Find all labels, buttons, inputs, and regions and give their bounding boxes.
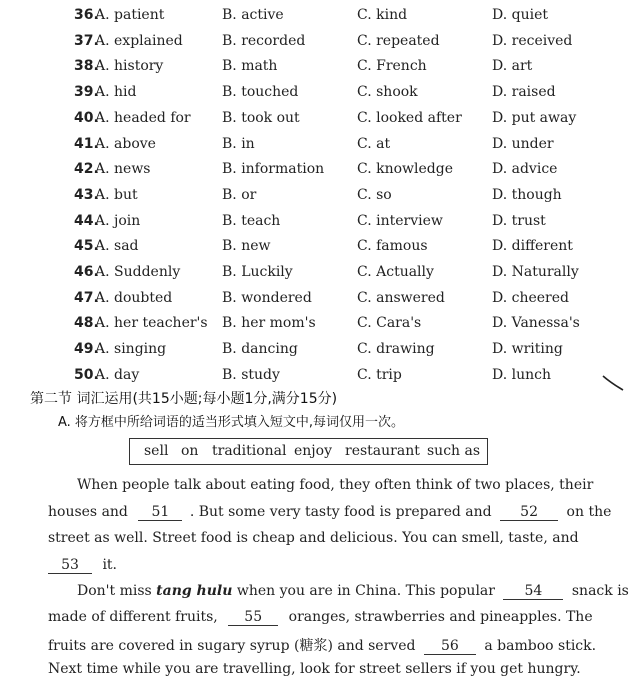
passage-text: fruits are covered in sugary syrup (糖浆) and served xyxy=(48,638,416,654)
option-a[interactable]: A. above xyxy=(95,135,156,152)
question-number: 45. xyxy=(74,238,99,255)
passage-line xyxy=(48,530,579,552)
passage-line xyxy=(48,557,117,579)
passage-line xyxy=(77,583,629,605)
pen-tick-mark xyxy=(601,374,627,392)
option-a[interactable]: A. but xyxy=(95,186,138,203)
option-a[interactable]: A. patient xyxy=(95,7,165,23)
option-b[interactable]: B. in xyxy=(222,135,255,152)
word-bank-item: such as xyxy=(427,443,481,459)
question-number: 42. xyxy=(74,161,99,178)
question-row xyxy=(0,58,640,80)
option-b[interactable]: B. wondered xyxy=(222,289,312,306)
word-bank xyxy=(129,438,488,465)
option-d[interactable]: D. received xyxy=(492,32,573,49)
question-number: 44. xyxy=(74,212,99,229)
question-number: 36. xyxy=(74,7,99,23)
option-c[interactable]: C. kind xyxy=(357,7,408,23)
question-number: 37. xyxy=(74,32,99,49)
question-row xyxy=(0,161,640,183)
word-bank-item: traditional xyxy=(212,443,287,459)
option-c[interactable]: C. at xyxy=(357,135,391,152)
passage-text: snack is xyxy=(571,583,629,599)
option-b[interactable]: B. math xyxy=(222,58,278,75)
question-row xyxy=(0,187,640,209)
option-b[interactable]: B. teach xyxy=(222,212,281,229)
option-d[interactable]: D. advice xyxy=(492,161,558,178)
option-c[interactable]: C. answered xyxy=(357,289,445,306)
option-c[interactable]: C. French xyxy=(357,58,427,75)
question-row xyxy=(0,238,640,260)
option-b[interactable]: B. Luckily xyxy=(222,264,293,280)
option-c[interactable]: C. repeated xyxy=(357,32,440,49)
question-row xyxy=(0,213,640,235)
blank-55[interactable]: 55 xyxy=(228,609,278,626)
section-instruction: A. 将方框中所给词语的适当形式填入短文中,每词仅用一次。 xyxy=(58,415,405,430)
passage-text: Next time while you are travelling, look for street sellers if you get hungry. xyxy=(48,661,581,677)
question-row xyxy=(0,367,640,389)
passage-text: houses and xyxy=(48,504,128,520)
blank-51[interactable]: 51 xyxy=(138,504,182,521)
question-number: 49. xyxy=(74,341,99,358)
option-b[interactable]: B. touched xyxy=(222,84,299,101)
question-row xyxy=(0,136,640,158)
passage-text: . But some very tasty food is prepared and xyxy=(189,504,492,520)
word-bank-item: enjoy xyxy=(294,443,332,459)
option-d[interactable]: D. writing xyxy=(492,341,563,358)
question-number: 40. xyxy=(74,109,99,126)
passage-text: when you are in China. This popular xyxy=(236,583,495,599)
question-number: 48. xyxy=(74,315,99,332)
question-row xyxy=(0,315,640,337)
option-a[interactable]: A. news xyxy=(95,161,151,178)
passage-text: made of different fruits, xyxy=(48,609,218,625)
option-a[interactable]: A. her teacher's xyxy=(95,315,208,332)
question-row xyxy=(0,7,640,29)
question-row xyxy=(0,264,640,286)
option-a[interactable]: A. singing xyxy=(95,341,167,358)
option-a[interactable]: A. history xyxy=(95,58,164,75)
option-c[interactable]: C. Cara's xyxy=(357,315,422,332)
question-number: 43. xyxy=(74,186,99,203)
option-a[interactable]: A. hid xyxy=(95,84,137,101)
passage-italic-term: tang hulu xyxy=(156,583,233,599)
option-b[interactable]: B. dancing xyxy=(222,341,298,358)
passage-line xyxy=(48,504,611,526)
option-d[interactable]: D. raised xyxy=(492,84,556,101)
option-b[interactable]: B. her mom's xyxy=(222,315,316,332)
option-b[interactable]: B. took out xyxy=(222,109,300,126)
passage-line xyxy=(48,661,581,683)
option-d[interactable]: D. lunch xyxy=(492,366,551,383)
word-bank-item: on xyxy=(181,443,199,459)
question-row xyxy=(0,33,640,55)
question-number: 46. xyxy=(74,264,99,280)
blank-56[interactable]: 56 xyxy=(424,638,476,655)
option-c[interactable]: C. drawing xyxy=(357,341,435,358)
option-d[interactable]: D. different xyxy=(492,238,573,255)
option-d[interactable]: D. trust xyxy=(492,212,546,229)
option-c[interactable]: C. so xyxy=(357,186,392,203)
option-a[interactable]: A. Suddenly xyxy=(95,264,181,280)
option-d[interactable]: D. though xyxy=(492,186,562,203)
option-a[interactable]: A. sad xyxy=(95,238,139,255)
blank-52[interactable]: 52 xyxy=(500,504,558,521)
question-row xyxy=(0,84,640,106)
option-c[interactable]: C. shook xyxy=(357,84,418,101)
option-a[interactable]: A. doubted xyxy=(95,289,173,306)
question-number: 38. xyxy=(74,58,99,75)
question-number: 39. xyxy=(74,84,99,101)
option-b[interactable]: B. information xyxy=(222,161,325,178)
passage-text: a bamboo stick. xyxy=(484,638,597,654)
option-c[interactable]: C. knowledge xyxy=(357,161,453,178)
question-row xyxy=(0,110,640,132)
option-a[interactable]: A. join xyxy=(95,212,141,229)
blank-54[interactable]: 54 xyxy=(503,583,563,600)
question-number: 41. xyxy=(74,135,99,152)
option-b[interactable]: B. or xyxy=(222,186,257,203)
word-bank-item: sell xyxy=(144,443,169,459)
option-d[interactable]: D. quiet xyxy=(492,7,548,23)
question-row xyxy=(0,341,640,363)
section-heading: 第二节 词汇运用(共15小题;每小题1分,满分15分) xyxy=(30,391,338,407)
question-number: 50. xyxy=(74,366,99,383)
option-d[interactable]: D. cheered xyxy=(492,289,569,306)
option-a[interactable]: A. headed for xyxy=(95,109,191,126)
passage-text: Don't miss xyxy=(77,583,152,599)
option-b[interactable]: B. recorded xyxy=(222,32,306,49)
option-d[interactable]: D. put away xyxy=(492,109,577,126)
question-number: 47. xyxy=(74,289,99,306)
passage-text: it. xyxy=(102,557,118,573)
passage-text: on the xyxy=(566,504,612,520)
option-c[interactable]: C. famous xyxy=(357,238,428,255)
option-b[interactable]: B. new xyxy=(222,238,271,255)
passage-text: When people talk about eating food, they often think of two places, their xyxy=(77,477,594,493)
option-d[interactable]: D. under xyxy=(492,135,554,152)
passage-text: oranges, strawberries and pineapples. The xyxy=(288,609,593,625)
option-c[interactable]: C. trip xyxy=(357,366,402,383)
passage-line xyxy=(48,609,593,631)
option-c[interactable]: C. looked after xyxy=(357,109,462,126)
option-a[interactable]: A. explained xyxy=(95,32,183,49)
option-b[interactable]: B. active xyxy=(222,7,284,23)
option-d[interactable]: D. Vanessa's xyxy=(492,315,580,332)
passage-line xyxy=(48,635,596,657)
passage-line xyxy=(77,477,593,499)
option-d[interactable]: D. art xyxy=(492,58,533,75)
blank-53[interactable]: 53 xyxy=(48,557,92,574)
question-row xyxy=(0,290,640,312)
option-c[interactable]: C. Actually xyxy=(357,264,434,280)
option-d[interactable]: D. Naturally xyxy=(492,264,579,280)
option-c[interactable]: C. interview xyxy=(357,212,443,229)
passage-text: street as well. Street food is cheap and delicious. You can smell, taste, and xyxy=(48,530,579,546)
option-b[interactable]: B. study xyxy=(222,366,280,383)
option-a[interactable]: A. day xyxy=(95,366,140,383)
word-bank-item: restaurant xyxy=(345,443,420,459)
